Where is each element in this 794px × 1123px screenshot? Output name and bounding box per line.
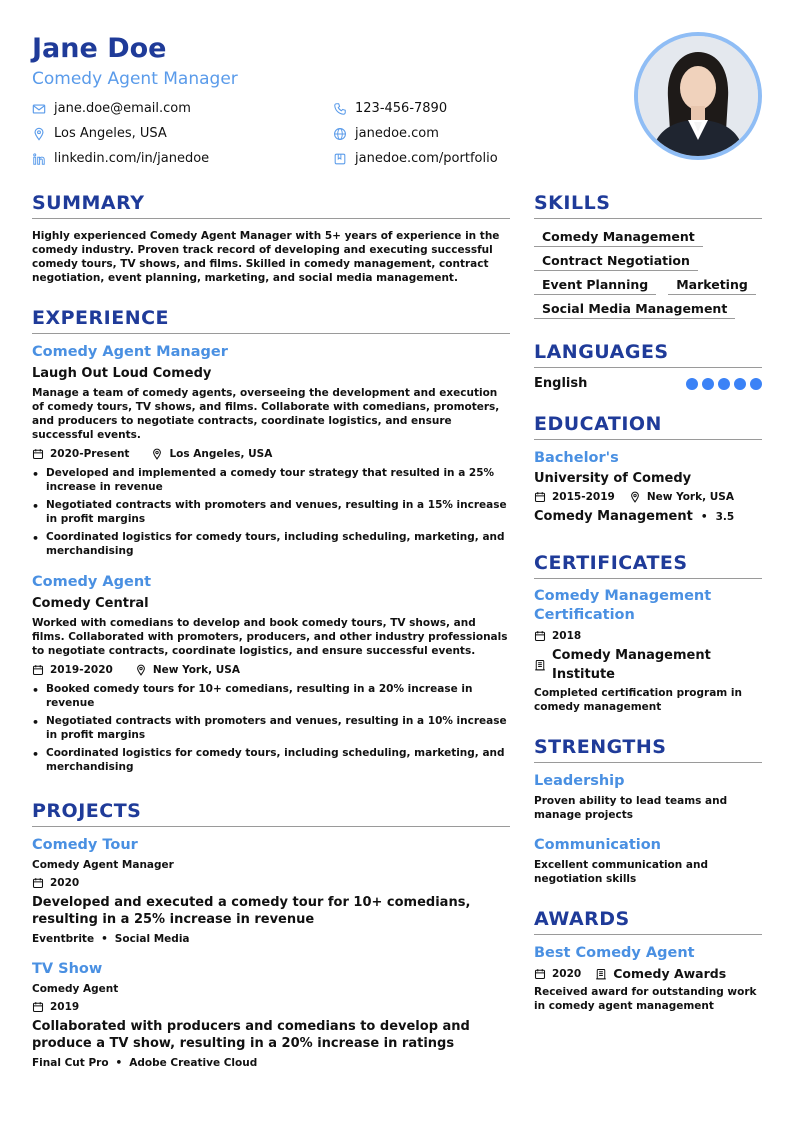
level-dot xyxy=(686,378,698,390)
candidate-name: Jane Doe xyxy=(32,33,167,64)
linkedin-icon xyxy=(32,152,46,166)
experience-item xyxy=(32,342,510,558)
education-dates: 2015-2019 xyxy=(552,491,615,503)
project-item xyxy=(32,835,510,947)
project-description: Developed and executed a comedy tour for 10+ comedians, resulting in a 25% increase in revenue xyxy=(32,895,471,927)
education-heading: EDUCATION xyxy=(534,411,762,440)
job-dates: 2020-Present xyxy=(50,448,130,460)
calendar-icon xyxy=(32,1001,44,1013)
project-tag: Adobe Creative Cloud xyxy=(129,1057,258,1069)
level-dot xyxy=(718,378,730,390)
gpa: 3.5 xyxy=(715,510,735,523)
award-meta xyxy=(534,966,762,982)
location-pin-icon xyxy=(629,491,641,503)
contact-linkedin[interactable] xyxy=(32,150,209,168)
calendar-icon xyxy=(534,630,546,642)
contact-phone[interactable] xyxy=(333,100,447,118)
summary-text: Highly experienced Comedy Agent Manager with 5+ years of experience in the comedy industry. Proven track record of developing and executing successful comedy tours, TV shows, and films. Skilled in comedy management, contract negotiation, event planning, marketing, and social media management. xyxy=(32,230,500,284)
education-field-row: Comedy Management • 3.5 xyxy=(534,509,735,524)
job-description: Manage a team of comedy agents, overseeing the development and execution of comedy tours, TV shows, and films. Collaborate with comedians, promoters, and producers to negotiate contracts, coordinate logistics, and ensure successful events. xyxy=(32,387,500,441)
skills-list xyxy=(534,226,762,319)
project-year: 2019 xyxy=(50,1001,80,1013)
project-tags: Final Cut Pro • Adobe Creative Cloud xyxy=(32,1057,258,1069)
location-pin-icon xyxy=(151,448,163,460)
achievement-item: • Booked comedy tours for 10+ comedians, resulting in a 20% increase in revenue xyxy=(32,682,510,710)
experience-heading: EXPERIENCE xyxy=(32,305,510,334)
contact-website[interactable] xyxy=(333,125,439,143)
skills-heading: SKILLS xyxy=(534,190,762,219)
resume-header xyxy=(32,32,762,182)
contact-portfolio[interactable] xyxy=(333,150,498,168)
job-location: Los Angeles, USA xyxy=(169,448,273,460)
avatar-portrait-icon xyxy=(638,36,758,156)
education-meta xyxy=(534,489,762,505)
contact-email[interactable] xyxy=(32,100,191,118)
certificate-item xyxy=(534,587,762,714)
contact-location xyxy=(32,125,167,143)
project-role: Comedy Agent xyxy=(32,983,119,995)
strength-title: Leadership xyxy=(534,773,625,789)
globe-icon xyxy=(333,127,347,141)
website-text: janedoe.com xyxy=(355,126,439,141)
location-pin-icon xyxy=(135,664,147,676)
job-description: Worked with comedians to develop and book comedy tours, TV shows, and films. Collaborated with promoters, producers, and other industry professionals to negotiate contracts, coordinate logistics, and ensure successful events. xyxy=(32,617,508,657)
job-meta xyxy=(32,446,510,462)
strength-title: Communication xyxy=(534,837,662,853)
phone-icon xyxy=(333,102,347,116)
level-dot xyxy=(734,378,746,390)
calendar-icon xyxy=(32,448,44,460)
language-item xyxy=(534,376,762,391)
job-meta xyxy=(32,662,510,678)
job-title: Comedy Agent xyxy=(32,574,152,590)
skill-tag: Event Planning xyxy=(534,276,656,295)
right-column xyxy=(534,190,762,1013)
certificate-issuer: Comedy Management Institute xyxy=(552,648,711,682)
project-tags: Eventbrite • Social Media xyxy=(32,933,190,945)
certificate-date xyxy=(534,628,762,644)
achievement-item: • Coordinated logistics for comedy tours, including scheduling, marketing, and merchandising xyxy=(32,746,510,774)
portfolio-icon xyxy=(333,152,347,166)
calendar-icon xyxy=(534,491,546,503)
language-name: English xyxy=(534,376,588,391)
project-tag: Eventbrite xyxy=(32,933,95,945)
school-name: University of Comedy xyxy=(534,471,692,486)
certificates-heading: CERTIFICATES xyxy=(534,550,762,579)
project-meta xyxy=(32,999,510,1015)
project-item xyxy=(32,959,510,1071)
linkedin-text: linkedin.com/in/janedoe xyxy=(54,151,210,166)
company-name: Comedy Central xyxy=(32,596,149,611)
project-year: 2020 xyxy=(50,877,80,889)
strength-description: Excellent communication and negotiation skills xyxy=(534,859,708,885)
achievement-item: • Negotiated contracts with promoters and venues, resulting in a 15% increase in profit margins xyxy=(32,498,510,526)
profile-photo xyxy=(634,32,762,160)
project-title: TV Show xyxy=(32,961,103,977)
experience-item xyxy=(32,572,510,774)
certificate-year: 2018 xyxy=(552,630,582,642)
achievement-item: • Coordinated logistics for comedy tours, including scheduling, marketing, and merchandising xyxy=(32,530,510,558)
award-issuer: Comedy Awards xyxy=(613,966,727,981)
level-dot xyxy=(750,378,762,390)
left-column xyxy=(32,190,510,1071)
award-description: Received award for outstanding work in comedy agent management xyxy=(534,986,757,1012)
skill-tag: Contract Negotiation xyxy=(534,252,698,271)
job-dates: 2019-2020 xyxy=(50,664,113,676)
portfolio-text: janedoe.com/portfolio xyxy=(355,151,498,166)
level-dot xyxy=(702,378,714,390)
job-title: Comedy Agent Manager xyxy=(32,344,228,360)
projects-heading: PROJECTS xyxy=(32,798,510,827)
mail-icon xyxy=(32,102,46,116)
candidate-title: Comedy Agent Manager xyxy=(32,69,238,89)
skill-tag: Social Media Management xyxy=(534,300,735,319)
project-title: Comedy Tour xyxy=(32,837,138,853)
award-item xyxy=(534,943,762,1013)
achievement-item: • Negotiated contracts with promoters and venues, resulting in a 10% increase in profit margins xyxy=(32,714,510,742)
calendar-icon xyxy=(32,877,44,889)
summary-heading: SUMMARY xyxy=(32,190,510,219)
certificate-title: Comedy Management Certification xyxy=(534,588,712,623)
project-tag: Social Media xyxy=(114,933,190,945)
certificate-issuer-row xyxy=(534,646,762,684)
calendar-icon xyxy=(534,968,546,980)
education-location: New York, USA xyxy=(646,491,734,503)
field-of-study: Comedy Management xyxy=(534,509,693,524)
education-item xyxy=(534,448,762,526)
achievement-item: • Developed and implemented a comedy tour strategy that resulted in a 25% increase in revenue xyxy=(32,466,510,494)
certificate-description: Completed certification program in comedy management xyxy=(534,687,742,713)
calendar-icon xyxy=(32,664,44,676)
strength-item xyxy=(534,771,762,822)
job-location: New York, USA xyxy=(152,664,240,676)
phone-text: 123-456-7890 xyxy=(355,101,448,116)
language-level-dots xyxy=(682,378,762,390)
building-icon xyxy=(595,968,607,980)
project-tag: Final Cut Pro xyxy=(32,1057,109,1069)
languages-heading: LANGUAGES xyxy=(534,339,762,368)
project-meta xyxy=(32,875,510,891)
strengths-heading: STRENGTHS xyxy=(534,734,762,763)
award-year: 2020 xyxy=(552,968,582,980)
awards-heading: AWARDS xyxy=(534,906,762,935)
achievement-list xyxy=(32,466,510,558)
company-name: Laugh Out Loud Comedy xyxy=(32,366,212,381)
building-icon xyxy=(534,659,546,671)
degree: Bachelor's xyxy=(534,450,619,466)
email-text: jane.doe@email.com xyxy=(54,101,191,116)
skill-tag: Marketing xyxy=(668,276,756,295)
achievement-list xyxy=(32,682,510,774)
award-title: Best Comedy Agent xyxy=(534,945,695,961)
project-description: Collaborated with producers and comedians to develop and produce a TV show, resulting in a 20% increase in ratings xyxy=(32,1019,470,1051)
strength-description: Proven ability to lead teams and manage projects xyxy=(534,795,728,821)
location-text: Los Angeles, USA xyxy=(54,126,167,141)
strength-item xyxy=(534,835,762,886)
location-pin-icon xyxy=(32,127,46,141)
skill-tag: Comedy Management xyxy=(534,228,703,247)
project-role: Comedy Agent Manager xyxy=(32,859,174,871)
